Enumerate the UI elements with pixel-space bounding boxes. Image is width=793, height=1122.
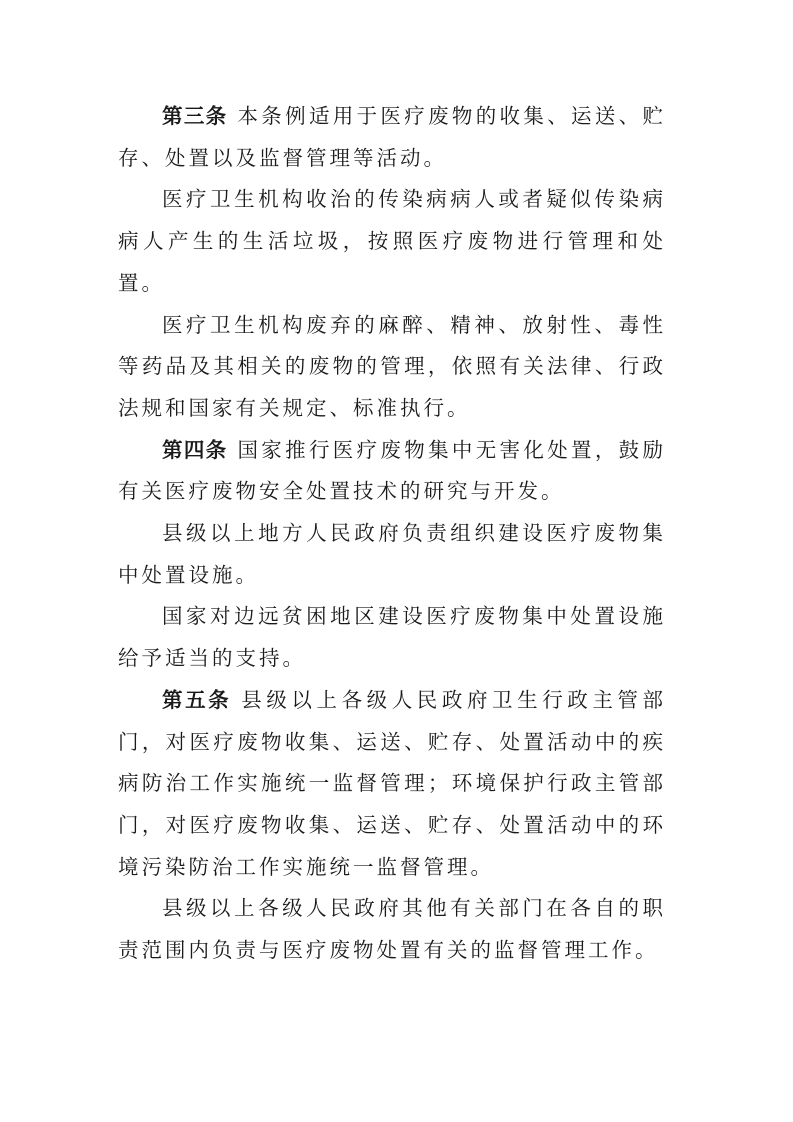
article-4-clause-2-text: 县级以上地方人民政府负责组织建设医疗废物集中处置设施。 — [118, 521, 666, 587]
article-4-clause-3 — [118, 596, 666, 679]
article-5-heading: 第五条 — [162, 687, 232, 712]
article-3-clause-2-text: 医疗卫生机构收治的传染病病人或者疑似传染病病人产生的生活垃圾，按照医疗废物进行管理和处置。 — [118, 187, 666, 295]
article-3-text: 本条例适用于医疗废物的收集、运送、贮存、处置以及监督管理等活动。 — [118, 104, 667, 170]
article-5-clause-2 — [118, 888, 666, 971]
article-5-clause-2-text: 县级以上各级人民政府其他有关部门在各自的职责范围内负责与医疗废物处置有关的监督管理工作。 — [118, 896, 666, 963]
article-3-clause-3 — [118, 305, 666, 430]
article-5-paragraph — [118, 680, 666, 889]
article-3-clause-2 — [118, 179, 666, 304]
article-3-paragraph — [118, 96, 666, 179]
article-4-heading: 第四条 — [162, 437, 228, 462]
article-4-clause-3-text: 国家对边远贫困地区建设医疗废物集中处置设施给予适当的支持。 — [118, 604, 666, 671]
article-5-text: 县级以上各级人民政府卫生行政主管部门，对医疗废物收集、运送、贮存、处置活动中的疾病防治工作实施统一监督管理；环境保护行政主管部门，对医疗废物收集、运送、贮存、处置活动中的环境污染防治工作实施统一监督管理。 — [118, 687, 667, 879]
article-4-clause-2 — [118, 513, 666, 596]
article-4-paragraph — [118, 430, 666, 513]
article-4-text: 国家推行医疗废物集中无害化处置，鼓励有关医疗废物安全处置技术的研究与开发。 — [118, 437, 667, 504]
article-3-clause-3-text: 医疗卫生机构废弃的麻醉、精神、放射性、毒性等药品及其相关的废物的管理，依照有关法律、行政法规和国家有关规定、标准执行。 — [118, 312, 666, 420]
article-3-heading: 第三条 — [162, 104, 228, 128]
document-body — [118, 96, 666, 972]
